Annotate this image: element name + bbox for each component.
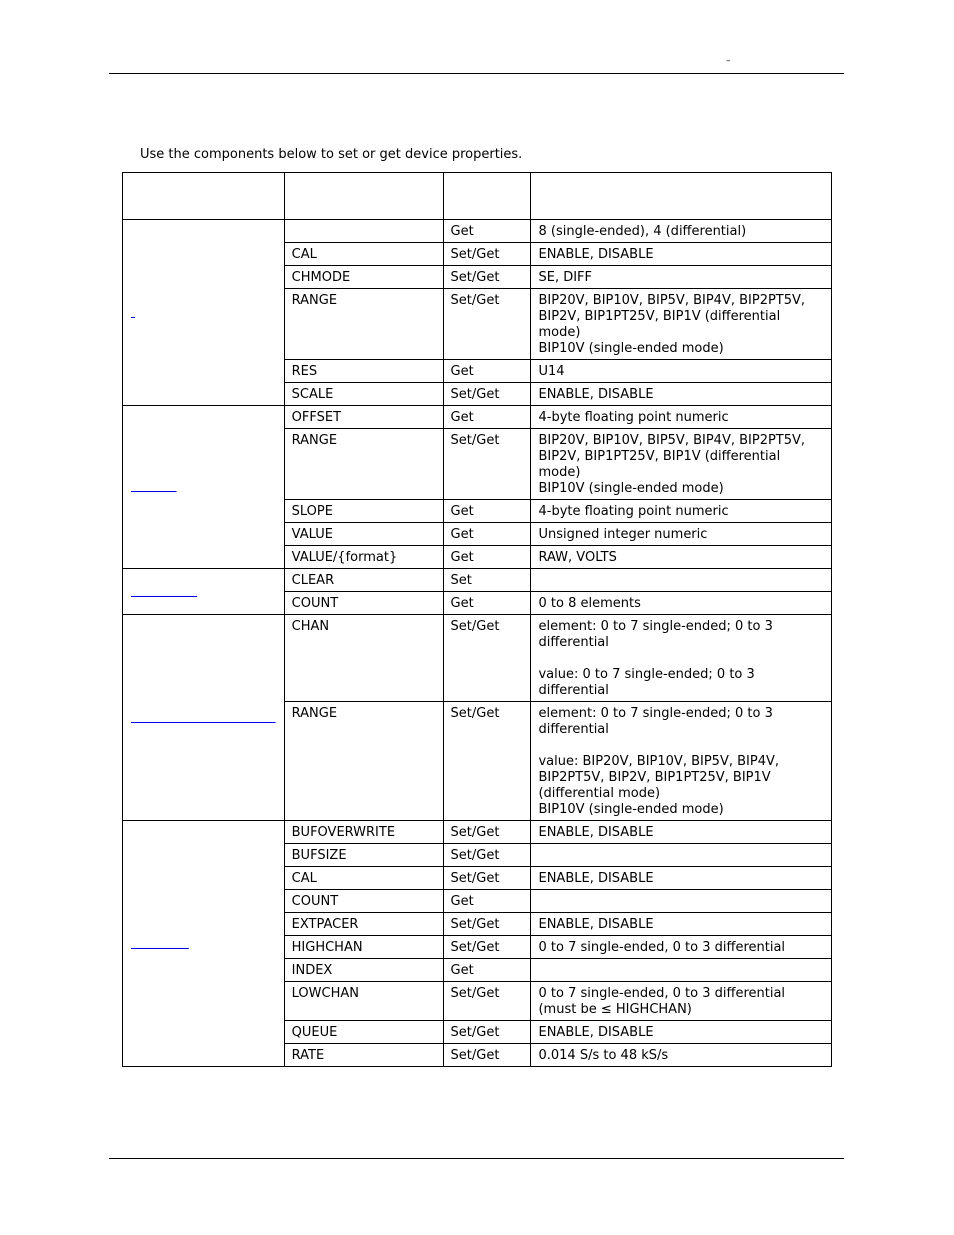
property-cell: RANGE <box>284 429 443 500</box>
table-row <box>123 220 832 243</box>
access-cell: Set/Get <box>443 702 531 821</box>
property-cell: BUFOVERWRITE <box>284 821 443 844</box>
values-cell: 8 (single-ended), 4 (differential) <box>531 220 832 243</box>
values-cell: 0.014 S/s to 48 kS/s <box>531 1044 832 1067</box>
values-cell: BIP20V, BIP10V, BIP5V, BIP4V, BIP2PT5V, BIP2V, BIP1PT25V, BIP1V (differential mode) BIP10V (single-ended mode) <box>531 289 832 360</box>
component-link[interactable] <box>131 479 176 495</box>
table-row <box>123 821 832 844</box>
values-cell: 0 to 7 single-ended, 0 to 3 differential (must be ≤ HIGHCHAN) <box>531 982 832 1021</box>
property-cell: LOWCHAN <box>284 982 443 1021</box>
values-cell <box>531 569 832 592</box>
component-link[interactable] <box>131 936 189 952</box>
values-cell: element: 0 to 7 single-ended; 0 to 3 differential value: 0 to 7 single-ended; 0 to 3 differential <box>531 615 832 702</box>
access-cell: Get <box>443 592 531 615</box>
property-cell: CLEAR <box>284 569 443 592</box>
access-cell: Get <box>443 523 531 546</box>
values-cell <box>531 844 832 867</box>
header-cell-property <box>284 173 443 220</box>
header-cell-values <box>531 173 832 220</box>
values-cell <box>531 890 832 913</box>
access-cell: Set/Get <box>443 289 531 360</box>
property-cell: HIGHCHAN <box>284 936 443 959</box>
values-cell: 0 to 7 single-ended, 0 to 3 differential <box>531 936 832 959</box>
property-cell: VALUE/{format} <box>284 546 443 569</box>
header-rule <box>109 73 844 74</box>
access-cell: Set/Get <box>443 867 531 890</box>
access-cell: Set/Get <box>443 1044 531 1067</box>
property-cell: INDEX <box>284 959 443 982</box>
access-cell: Set/Get <box>443 936 531 959</box>
property-cell: SLOPE <box>284 500 443 523</box>
access-cell: Set/Get <box>443 844 531 867</box>
intro-text: Use the components below to set or get device properties. <box>140 147 523 162</box>
access-cell: Set/Get <box>443 982 531 1021</box>
access-cell: Set/Get <box>443 821 531 844</box>
access-cell: Get <box>443 546 531 569</box>
table-row <box>123 615 832 702</box>
component-cell <box>123 821 285 1067</box>
values-cell: SE, DIFF <box>531 266 832 289</box>
values-cell: RAW, VOLTS <box>531 546 832 569</box>
table-header-row <box>123 173 832 220</box>
values-cell: 4-byte floating point numeric <box>531 500 832 523</box>
property-cell: CAL <box>284 243 443 266</box>
component-link[interactable] <box>131 584 197 600</box>
property-cell: COUNT <box>284 890 443 913</box>
properties-table <box>122 172 832 1067</box>
property-cell: CHMODE <box>284 266 443 289</box>
access-cell: Get <box>443 890 531 913</box>
table-row <box>123 569 832 592</box>
access-cell: Set/Get <box>443 615 531 702</box>
access-cell: Get <box>443 959 531 982</box>
access-cell: Set/Get <box>443 383 531 406</box>
component-cell <box>123 220 285 406</box>
values-cell: U14 <box>531 360 832 383</box>
values-cell <box>531 959 832 982</box>
component-cell <box>123 615 285 821</box>
property-cell: RANGE <box>284 289 443 360</box>
values-cell: BIP20V, BIP10V, BIP5V, BIP4V, BIP2PT5V, BIP2V, BIP1PT25V, BIP1V (differential mode) BIP10V (single-ended mode) <box>531 429 832 500</box>
property-cell: CHAN <box>284 615 443 702</box>
values-cell: element: 0 to 7 single-ended; 0 to 3 differential value: BIP20V, BIP10V, BIP5V, BIP4V, BIP2PT5V, BIP2V, BIP1PT25V, BIP1V (differential mode) BIP10V (single-ended mode) <box>531 702 832 821</box>
values-cell: 0 to 8 elements <box>531 592 832 615</box>
values-cell: Unsigned integer numeric <box>531 523 832 546</box>
access-cell: Set/Get <box>443 243 531 266</box>
property-cell <box>284 220 443 243</box>
component-link[interactable] <box>131 710 276 726</box>
component-cell <box>123 406 285 569</box>
property-cell: OFFSET <box>284 406 443 429</box>
values-cell: ENABLE, DISABLE <box>531 243 832 266</box>
access-cell: Get <box>443 360 531 383</box>
access-cell: Set/Get <box>443 266 531 289</box>
access-cell: Set <box>443 569 531 592</box>
property-cell: BUFSIZE <box>284 844 443 867</box>
header-cell-access <box>443 173 531 220</box>
access-cell: Get <box>443 220 531 243</box>
property-cell: RATE <box>284 1044 443 1067</box>
property-cell: RANGE <box>284 702 443 821</box>
property-cell: SCALE <box>284 383 443 406</box>
access-cell: Get <box>443 406 531 429</box>
property-cell: CAL <box>284 867 443 890</box>
property-cell: EXTPACER <box>284 913 443 936</box>
values-cell: ENABLE, DISABLE <box>531 383 832 406</box>
access-cell: Get <box>443 500 531 523</box>
property-cell: RES <box>284 360 443 383</box>
values-cell: 4-byte floating point numeric <box>531 406 832 429</box>
access-cell: Set/Get <box>443 429 531 500</box>
values-cell: ENABLE, DISABLE <box>531 1021 832 1044</box>
footer-rule <box>109 1158 844 1159</box>
property-cell: QUEUE <box>284 1021 443 1044</box>
header-cell-component <box>123 173 285 220</box>
table-row <box>123 406 832 429</box>
values-cell: ENABLE, DISABLE <box>531 821 832 844</box>
values-cell: ENABLE, DISABLE <box>531 913 832 936</box>
component-cell <box>123 569 285 615</box>
component-link[interactable] <box>131 305 135 321</box>
property-cell: COUNT <box>284 592 443 615</box>
access-cell: Set/Get <box>443 913 531 936</box>
access-cell: Set/Get <box>443 1021 531 1044</box>
values-cell: ENABLE, DISABLE <box>531 867 832 890</box>
property-cell: VALUE <box>284 523 443 546</box>
header-mark: – <box>726 56 731 66</box>
